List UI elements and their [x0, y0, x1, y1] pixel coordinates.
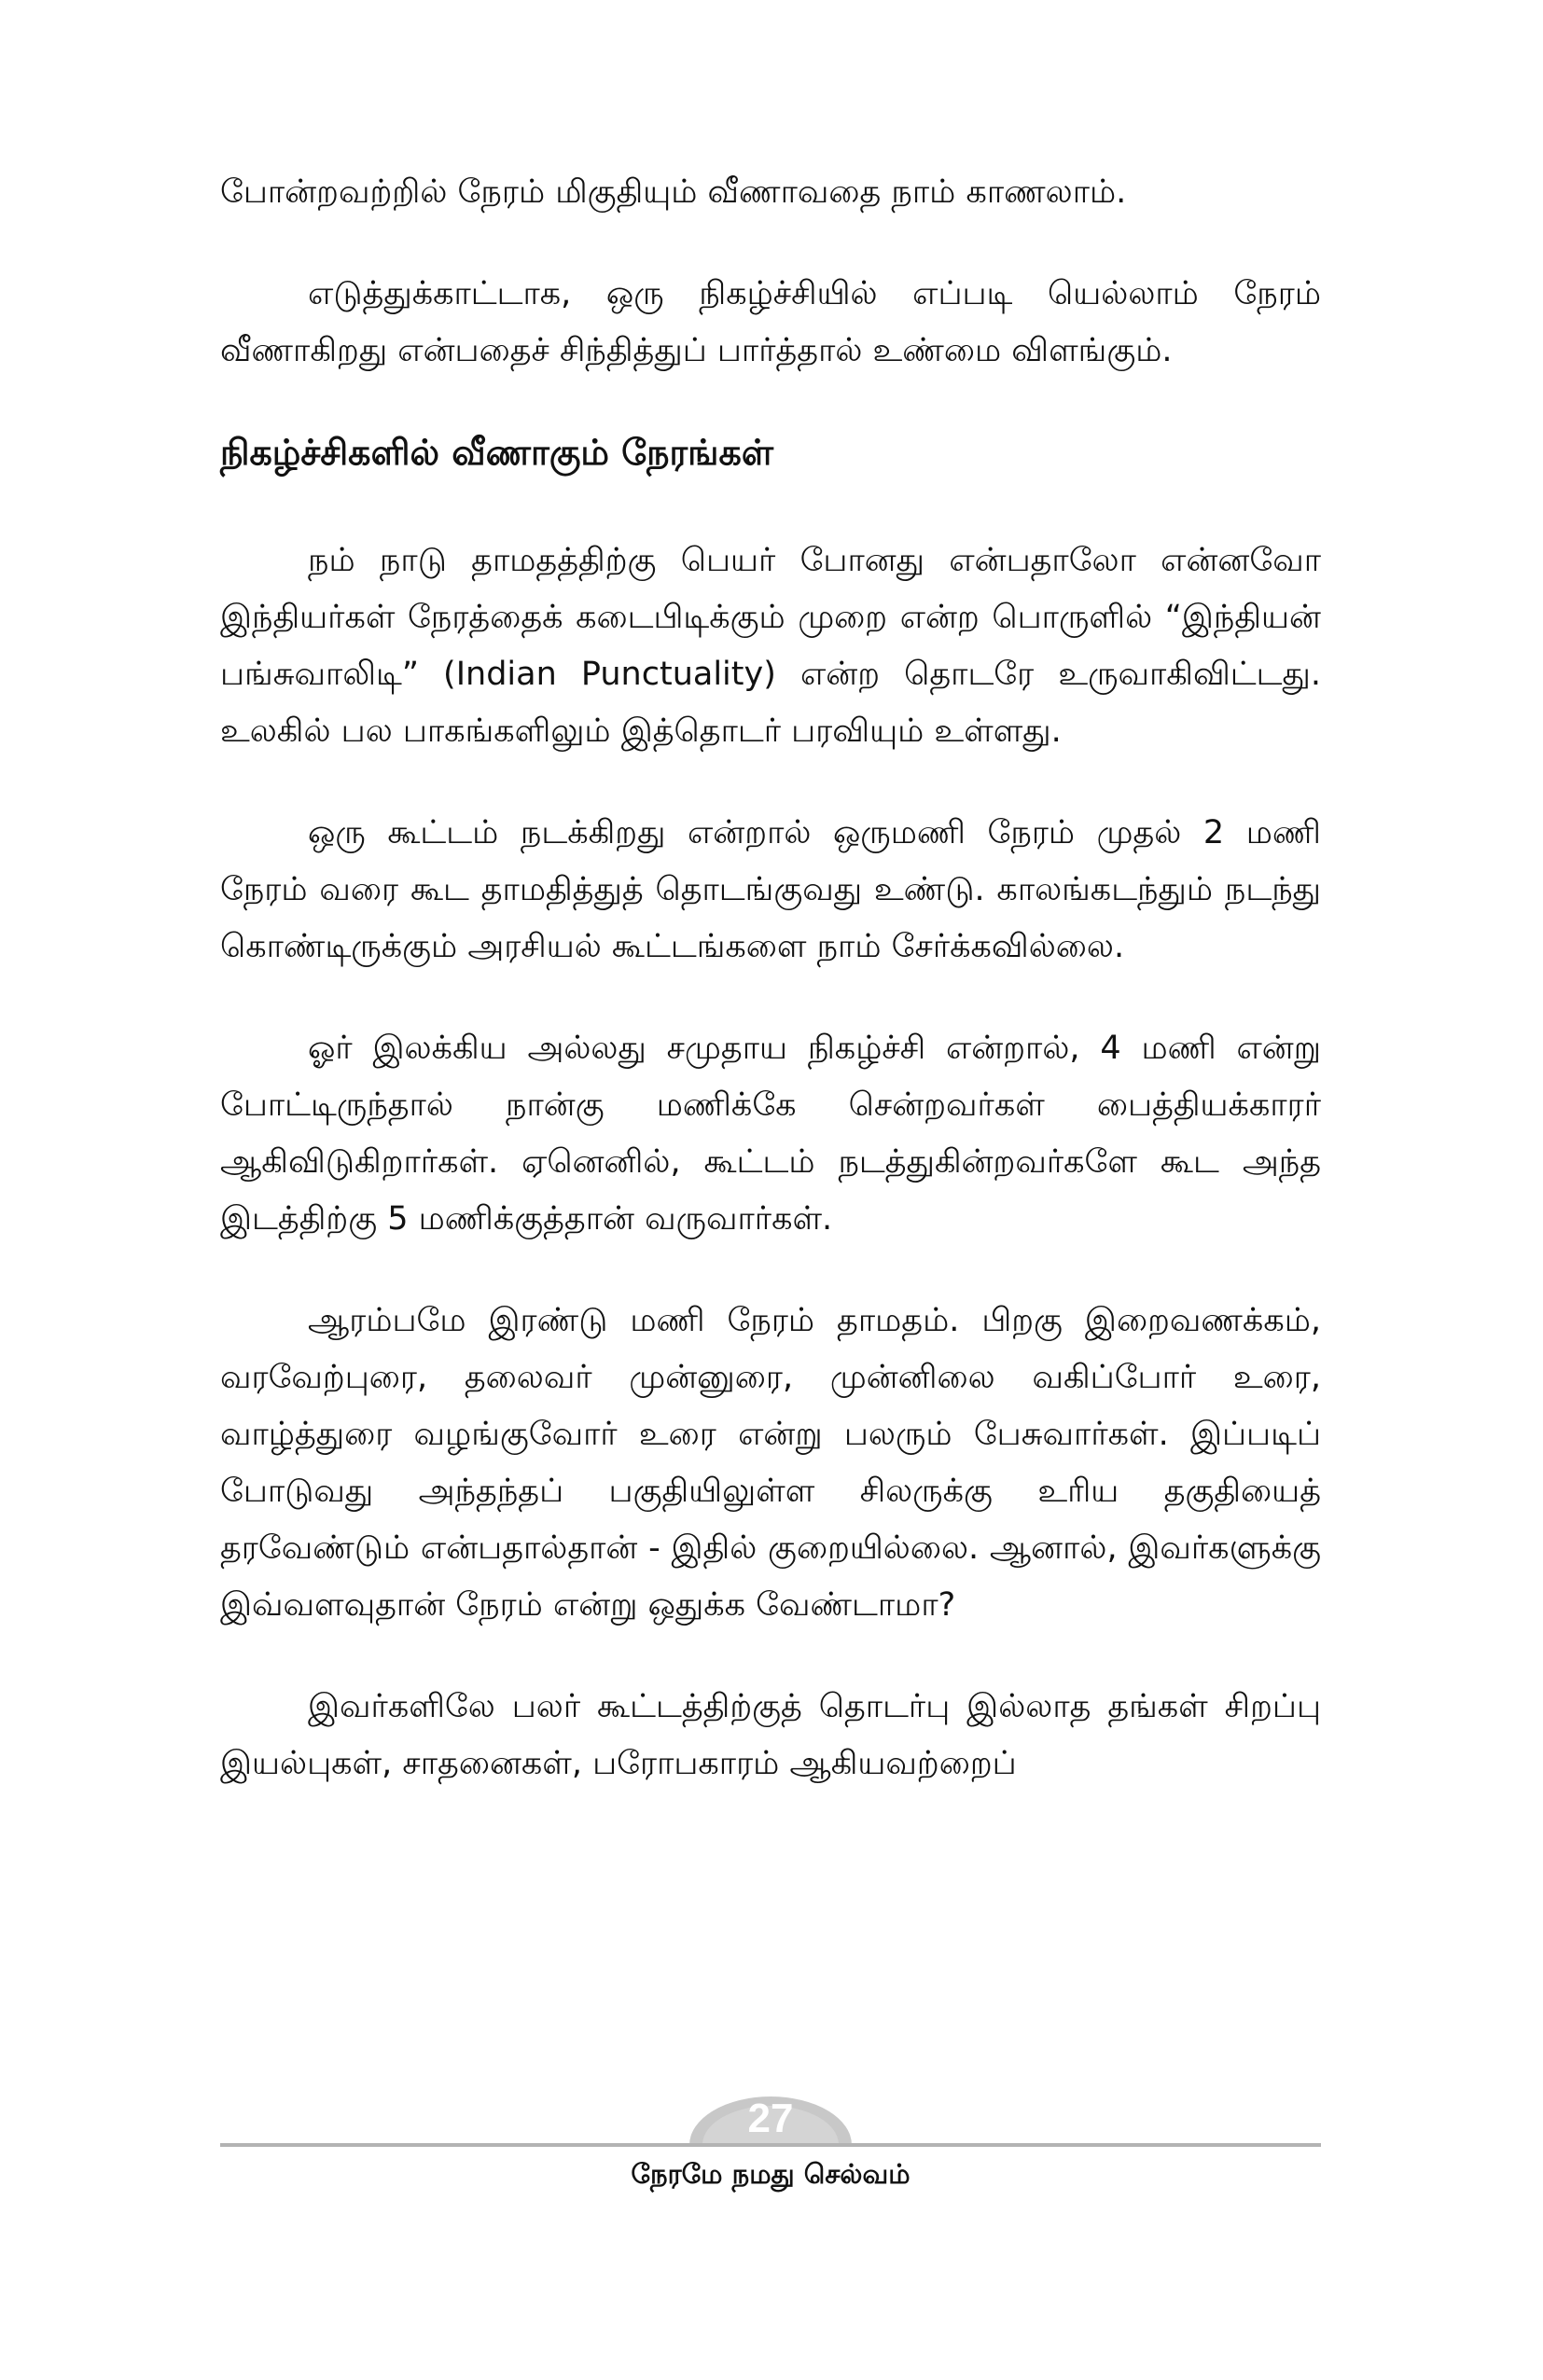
paragraph: இவர்களிலே பலர் கூட்டத்திற்குத் தொடர்பு இல்லாத தங்கள் சிறப்பு இயல்புகள், சாதனைகள், பரோபகாரம் ஆகியவற்றைப் — [220, 1688, 1321, 1782]
book-title: நேரமே நமது செல்வம் — [631, 2158, 911, 2190]
paragraph-continuation: போன்றவற்றில் நேரம் மிகுதியும் வீணாவதை நாம் காணலாம். — [220, 173, 1127, 211]
paragraph: நம் நாடு தாமதத்திற்கு பெயர் போனது என்பதாலோ என்னவோ இந்தியர்கள் நேரத்தைக் கடைபிடிக்கும் முறை என்ற பொருளில் “இந்தியன் பங்சுவாலிடி” (Indian Punctuality) என்ற தொடரே உருவாகிவிட்டது. உலகில் பல பாகங்களிலும் இத்தொடர் பரவியும் உள்ளது. — [220, 542, 1321, 750]
page-number: 27 — [747, 2096, 794, 2141]
paragraph: ஆரம்பமே இரண்டு மணி நேரம் தாமதம். பிறகு இறைவணக்கம், வரவேற்புரை, தலைவர் முன்னுரை, முன்னிலை வகிப்போர் உரை, வாழ்த்துரை வழங்குவோர் உரை என்று பலரும் பேசுவார்கள். இப்படிப் போடுவது அந்தந்தப் பகுதியிலுள்ள சிலருக்கு உரிய தகுதியைத் தரவேண்டும் என்பதால்தான் - இதில் குறையில்லை. ஆனால், இவர்களுக்கு இவ்வளவுதான் நேரம் என்று ஒதுக்க வேண்டாமா? — [220, 1302, 1321, 1624]
paragraph: ஓர் இலக்கிய அல்லது சமுதாய நிகழ்ச்சி என்றால், 4 மணி என்று போட்டிருந்தால் நான்கு மணிக்கே சென்றவர்கள் பைத்தியக்காரர் ஆகிவிடுகிறார்கள். ஏனெனில், கூட்டம் நடத்துகின்றவர்களே கூட அந்த இடத்திற்கு 5 மணிக்குத்தான் வருவார்கள். — [220, 1030, 1321, 1238]
section-heading: நிகழ்ச்சிகளில் வீணாகும் நேரங்கள் — [220, 432, 774, 473]
paragraph: ஒரு கூட்டம் நடக்கிறது என்றால் ஒருமணி நேரம் முதல் 2 மணி நேரம் வரை கூட தாமதித்துத் தொடங்குவது உண்டு. காலங்கடந்தும் நடந்து கொண்டிருக்கும் அரசியல் கூட்டங்களை நாம் சேர்க்கவில்லை. — [220, 814, 1321, 965]
paragraph-intro: எடுத்துக்காட்டாக, ஒரு நிகழ்ச்சியில் எப்படி யெல்லாம் நேரம் வீணாகிறது என்பதைச் சிந்தித்துப் பார்த்தால் உண்மை விளங்கும். — [220, 275, 1321, 369]
page-number-badge — [682, 2089, 859, 2145]
page-footer — [220, 2089, 1321, 2201]
footer-rule — [220, 2143, 1321, 2147]
page-content — [220, 164, 1321, 1837]
